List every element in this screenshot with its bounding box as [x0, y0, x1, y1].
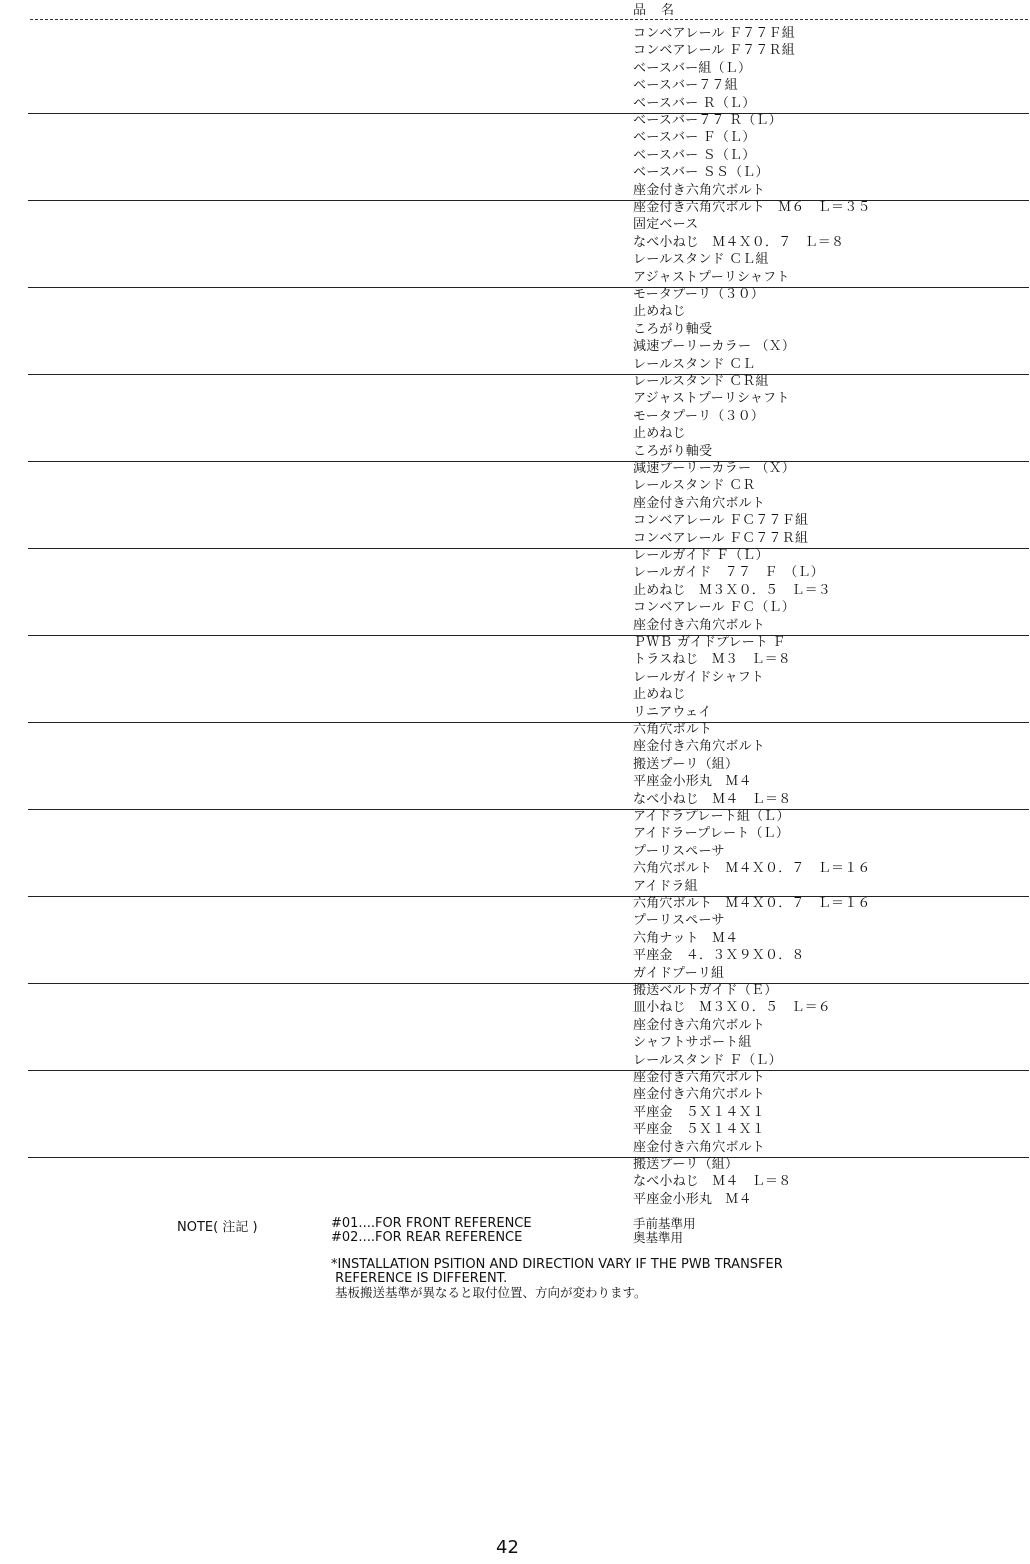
part-group [0, 549, 1030, 636]
part-name-row: 座金付き六角穴ボルト [633, 495, 766, 511]
part-group [0, 984, 1030, 1071]
part-name-row: 六角穴ボルト Ｍ４Ｘ０．７ Ｌ＝１６ [633, 896, 871, 911]
part-name-row: 六角穴ボルト Ｍ４Ｘ０．７ Ｌ＝１６ [633, 861, 871, 877]
part-name-row: レールスタンド ＣＬ組 [633, 252, 769, 268]
part-name-row: ガイドプーリ組 [633, 965, 725, 981]
rear-reference-note: #02....FOR REAR REFERENCE [331, 1230, 523, 1245]
part-name-row: 止めねじ Ｍ３Ｘ０．５ Ｌ＝３ [633, 582, 832, 598]
part-group [0, 462, 1030, 549]
part-name-row: ＰＷＢ ガイドプレート Ｆ [633, 635, 786, 650]
part-name-row: 座金付き六角穴ボルト [633, 1017, 766, 1033]
group-divider [28, 113, 1029, 114]
part-name-row: トラスねじ Ｍ３ Ｌ＝８ [633, 652, 792, 668]
part-group [0, 723, 1030, 810]
page-number: 42 [496, 1537, 519, 1558]
part-name-row: シャフトサポート組 [633, 1035, 752, 1051]
part-name-row: 座金付き六角穴ボルト [633, 617, 766, 633]
part-group [0, 636, 1030, 723]
part-name-row: 減速プーリーカラー （Ｘ） [633, 461, 796, 476]
part-name-row: ベースバー７７組 [633, 78, 738, 94]
part-group [0, 114, 1030, 201]
installation-note-line-2: REFERENCE IS DIFFERENT. [331, 1271, 508, 1286]
part-group [0, 375, 1030, 462]
part-name-row: モータプーリ（３０） [633, 287, 765, 302]
part-group [0, 810, 1030, 897]
part-name-row: レールガイド Ｆ（Ｌ） [633, 548, 769, 563]
group-divider [28, 461, 1029, 462]
group-divider [28, 1070, 1029, 1071]
part-name-row: 搬送プーリ（組） [633, 756, 739, 772]
header-dashed-divider [30, 19, 1028, 20]
part-name-row: ベースバー組（Ｌ） [633, 60, 752, 76]
note-label: NOTE( 注記 ) [177, 1220, 258, 1235]
part-name-row: 六角ナット Ｍ４ [633, 930, 739, 946]
part-name-row: アジャストプーリシャフト [633, 391, 790, 407]
part-name-row: 六角穴ボルト [633, 722, 713, 737]
installation-note-line-3: 基板搬送基準が異なると取付位置、方向が変わります。 [331, 1285, 647, 1300]
part-name-row: レールスタンド ＣＲ組 [633, 374, 769, 389]
part-name-row: コンベアレール ＦＣ７７Ｒ組 [633, 530, 809, 546]
part-group [0, 288, 1030, 375]
part-name-row: ころがり軸受 [633, 321, 713, 337]
part-name-row: アイドラ組 [633, 878, 698, 894]
part-name-row: コンベアレール Ｆ７７Ｒ組 [633, 43, 795, 59]
part-name-row: コンベアレール ＦＣ（Ｌ） [633, 600, 795, 616]
part-name-row: 搬送ベルトガイド（Ｅ） [633, 983, 778, 998]
part-name-row: 皿小ねじ Ｍ３Ｘ０．５ Ｌ＝６ [633, 1000, 832, 1016]
part-name-row: ベースバー Ｒ（Ｌ） [633, 95, 756, 111]
part-name-row: なべ小ねじ Ｍ４ Ｌ＝８ [633, 1174, 792, 1190]
part-name-row: 搬送プーリ（組） [633, 1157, 739, 1172]
part-name-row: モータプーリ（３０） [633, 408, 765, 424]
group-divider [28, 200, 1029, 201]
part-group [0, 27, 1030, 114]
part-name-row: 止めねじ [633, 426, 686, 442]
group-divider [28, 809, 1029, 810]
part-name-row: レールガイドシャフト [633, 669, 765, 685]
group-divider [28, 1157, 1029, 1158]
part-name-row: 平座金小形丸 Ｍ４ [633, 774, 752, 790]
part-name-row: ベースバー ＳＳ（Ｌ） [633, 165, 769, 181]
part-name-row: 止めねじ [633, 304, 686, 320]
part-name-row: 固定ベース [633, 217, 699, 233]
installation-note-line-1: *INSTALLATION PSITION AND DIRECTION VARY IF THE PWB TRANSFER [331, 1257, 783, 1272]
part-name-row: コンベアレール Ｆ７７Ｆ組 [633, 26, 795, 41]
part-name-row: 平座金 ５Ｘ１４Ｘ１ [633, 1122, 766, 1138]
front-reference-note-jp: 手前基準用 [633, 1216, 696, 1231]
part-name-row: ベースバー Ｓ（Ｌ） [633, 147, 756, 163]
part-name-row: レールスタンド ＣＲ [633, 478, 756, 494]
part-name-row: コンベアレール ＦＣ７７Ｆ組 [633, 513, 809, 529]
part-name-row: 平座金 ５Ｘ１４Ｘ１ [633, 1104, 766, 1120]
part-name-row: レールガイド ７７ Ｆ （Ｌ） [633, 565, 824, 581]
part-name-row: 座金付き六角穴ボルト [633, 739, 766, 755]
part-name-row: 減速プーリーカラー （Ｘ） [633, 339, 796, 355]
part-group [0, 897, 1030, 984]
part-group [0, 201, 1030, 288]
part-name-row: アジャストプーリシャフト [633, 269, 790, 285]
part-name-row: 止めねじ [633, 687, 686, 703]
part-name-row: なべ小ねじ Ｍ４ Ｌ＝８ [633, 791, 792, 807]
part-name-row: レールスタンド ＣＬ [633, 356, 756, 372]
part-name-row: ベースバー Ｆ（Ｌ） [633, 130, 756, 146]
group-divider [28, 896, 1029, 897]
part-name-row: ころがり軸受 [633, 443, 713, 459]
part-group [0, 1071, 1030, 1158]
part-name-row: 平座金小形丸 Ｍ４ [633, 1191, 752, 1207]
group-divider [28, 635, 1029, 636]
group-divider [28, 287, 1029, 288]
part-name-row: 座金付き六角穴ボルト Ｍ６ Ｌ＝３５ [633, 200, 871, 215]
parts-list [0, 27, 1030, 1245]
part-name-row: 平座金 ４．３Ｘ９Ｘ０．８ [633, 948, 805, 964]
part-name-row: アイドラプレート組（Ｌ） [633, 809, 790, 824]
part-name-row: 座金付き六角穴ボルト [633, 1139, 766, 1155]
group-divider [28, 374, 1029, 375]
part-name-row: 座金付き六角穴ボルト [633, 1087, 766, 1103]
part-name-header: 品 名 [633, 3, 676, 18]
group-divider [28, 548, 1029, 549]
group-divider [28, 983, 1029, 984]
part-name-row: プーリスペーサ [633, 913, 725, 929]
part-name-row: アイドラープレート（Ｌ） [633, 826, 790, 842]
part-name-row: リニアウェイ [633, 704, 712, 720]
part-name-row: ベースバー７７ Ｒ（Ｌ） [633, 113, 782, 128]
front-reference-note: #01....FOR FRONT REFERENCE [331, 1216, 532, 1231]
part-name-row: なべ小ねじ Ｍ４Ｘ０．７ Ｌ＝８ [633, 234, 845, 250]
part-name-row: 座金付き六角穴ボルト [633, 1070, 766, 1085]
part-name-row: 座金付き六角穴ボルト [633, 182, 766, 198]
rear-reference-note-jp: 奥基準用 [633, 1230, 684, 1245]
part-name-row: プーリスペーサ [633, 843, 725, 859]
group-divider [28, 722, 1029, 723]
part-name-row: レールスタンド Ｆ（Ｌ） [633, 1052, 782, 1068]
